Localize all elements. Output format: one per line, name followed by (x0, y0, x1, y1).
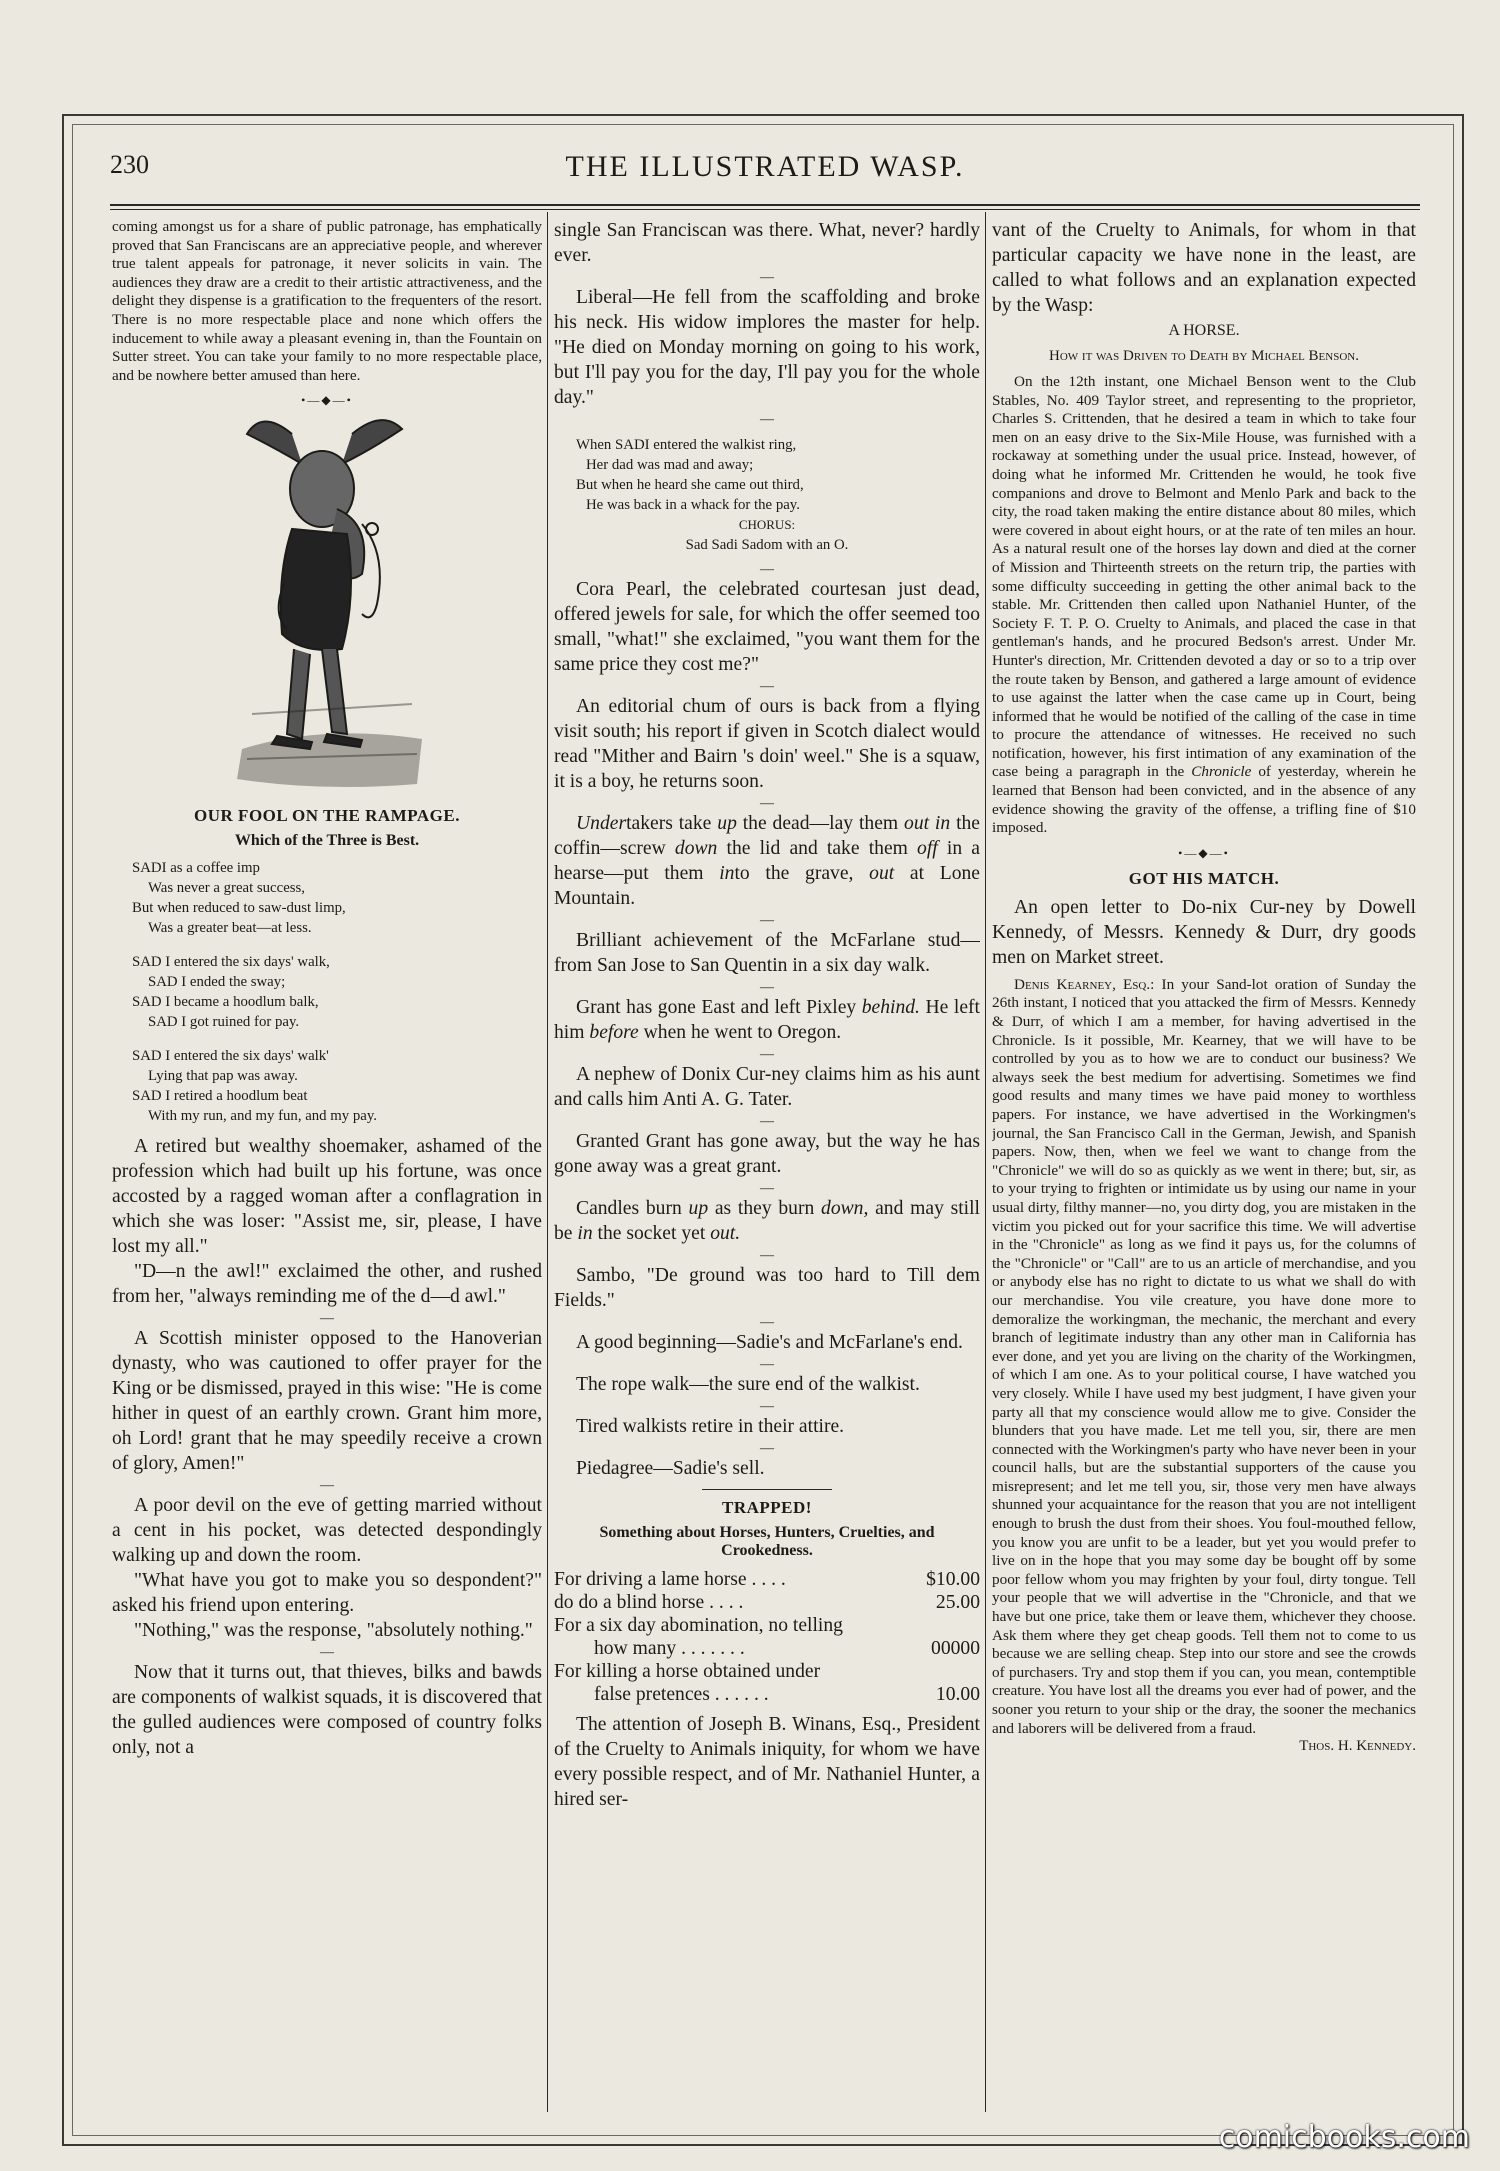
price-item: do do a blind horse . . . . (554, 1592, 744, 1613)
text: He left him (554, 997, 980, 1043)
text: as they burn (708, 1198, 822, 1219)
italic-text: off (917, 838, 938, 859)
ornament-divider: •—◆—• (301, 393, 353, 408)
article-paragraph: A Scottish minister opposed to the Hanoverian dynasty, who was cautioned to offer prayer for the King or be dismissed, prayed in this wise: "He is come hither in quest of an earthly crown. Grant him more, oh Lord! grant that he may speedily receive a crown of glory, Amen!" (112, 1328, 542, 1475)
italic-text: out (869, 863, 895, 884)
italic-text: behind. (861, 997, 920, 1018)
dash-separator: — (760, 1357, 774, 1372)
watermark: comicbooks.com (1218, 2120, 1470, 2155)
masthead-title: THE ILLUSTRATED WASP. (565, 150, 965, 183)
verse (554, 435, 980, 555)
text: the socket yet (592, 1223, 711, 1244)
italic-text: in (577, 1223, 593, 1244)
verse-line: But when reduced to saw-dust limp, (132, 900, 346, 917)
price-item: For a six day abomination, no telling (554, 1615, 843, 1636)
dash-separator: — (760, 562, 774, 577)
signature: Thos. H. Kennedy. (1299, 1738, 1416, 1755)
section-rule (702, 1489, 832, 1490)
verse-line: SAD I got ruined for pay. (148, 1014, 300, 1031)
italic-text: Chronicle (1191, 763, 1252, 781)
italic-text: up (688, 1198, 709, 1219)
text: Candles burn (576, 1198, 689, 1219)
article-paragraph: "What have you got to make you so despondent?" asked his friend upon entering. (112, 1570, 542, 1617)
dash-separator: — (760, 679, 774, 694)
verse (112, 858, 542, 1126)
italic-text: in (719, 863, 735, 884)
dash-separator: — (320, 1311, 334, 1327)
price-amount (913, 1614, 980, 1637)
article-paragraph: Cora Pearl, the celebrated courtesan just dead, offered jewels for sale, for which the offer seemed too small, "what!" she exclaimed, "you want them for the same price they cost me?" (554, 579, 980, 675)
verse-line: SAD I retired a hoodlum beat (132, 1088, 308, 1105)
text: when he went to Oregon. (638, 1022, 842, 1043)
price-row (554, 1637, 980, 1660)
section-heading: TRAPPED! (722, 1498, 812, 1517)
dash-separator: — (760, 980, 774, 995)
verse-line: Was a greater beat—at less. (148, 920, 312, 937)
verse-break (112, 938, 542, 952)
text: Grant has gone East and left Pixley (576, 997, 862, 1018)
article-paragraph (992, 976, 1416, 1738)
header-rule (110, 204, 1420, 206)
dash-separator: — (760, 1248, 774, 1263)
article-paragraph: Tired walkists retire in their attire. (576, 1416, 845, 1437)
section-subheading: Something about Horses, Hunters, Cruelties, and Crookedness. (599, 1524, 935, 1559)
article-paragraph: A retired but wealthy shoemaker, ashamed of the profession which had built up his fortune, was once accosted by a ragged woman after a conflagration in which she was loser: "Assist me, sir, please, I have lost my all." (112, 1136, 542, 1258)
column-3 (992, 218, 1416, 2088)
article-paragraph: Liberal—He fell from the scaffolding and broke his neck. His widow implores the master for help. "He died on Monday morning on going to his work, but I'll pay you for the day, I'll pay you for the whole day." (554, 287, 980, 408)
dash-separator: — (760, 913, 774, 928)
price-row (554, 1660, 980, 1683)
dash-separator: — (760, 1047, 774, 1062)
price-list (554, 1568, 980, 1706)
verse-line: Was never a great success, (148, 880, 305, 897)
dash-separator: — (760, 1441, 774, 1456)
article-paragraph (554, 995, 980, 1045)
article-paragraph: vant of the Cruelty to Animals, for whom in that particular capacity we have none in the least, are called to what follows and an explanation expected by the Wasp: (992, 220, 1416, 316)
text: at Lone Mountain. (554, 863, 980, 909)
text: takers take (626, 813, 718, 834)
article-paragraph: An open letter to Do-nix Cur-ney by Dowell Kennedy, of Messrs. Kennedy & Durr, dry goods men on Market street. (992, 896, 1416, 968)
dash-separator: — (320, 1645, 334, 1661)
verse-line: With my run, and my fun, and my pay. (148, 1108, 377, 1125)
column-2 (554, 218, 980, 2088)
price-amount: 25.00 (935, 1592, 980, 1613)
ornament-divider: •—◆—• (1178, 845, 1230, 860)
dash-separator: — (760, 270, 774, 285)
article-paragraph (554, 811, 980, 911)
verse-title: Which of the Three is Best. (234, 832, 420, 850)
article-paragraph: A good beginning—Sadie's and McFarlane's end. (576, 1332, 963, 1353)
italic-text: before (589, 1022, 639, 1043)
article-paragraph: single San Franciscan was there. What, never? hardly ever. (554, 220, 980, 266)
verse-line: Her dad was mad and away; (586, 457, 754, 473)
article-paragraph: A nephew of Donix Cur-ney claims him as his aunt and calls him Anti A. G. Tater. (554, 1064, 980, 1110)
dash-separator: — (320, 1478, 334, 1494)
section-heading: GOT HIS MATCH. (1128, 868, 1280, 888)
price-row (554, 1683, 980, 1706)
verse-line: SAD I became a hoodlum balk, (132, 994, 319, 1011)
verse-line: SAD I entered the six days' walk, (132, 954, 330, 971)
verse-line: When SADI entered the walkist ring, (576, 437, 797, 453)
article-paragraph: Now that it turns out, that thieves, bilks and bawds are components of walkist squads, it is discovered that the gulled audiences were composed of country folks only, not a (112, 1662, 542, 1759)
text: in a hearse—put them (554, 838, 980, 884)
price-item: For killing a horse obtained under (554, 1661, 821, 1682)
dash-separator: — (760, 412, 774, 427)
italic-text: up (717, 813, 737, 834)
article-paragraph: The attention of Joseph B. Winans, Esq., President of the Cruelty to Animals iniquity, for whom we have every possible respect, and of Mr. Nathaniel Hunter, a hired ser- (554, 1714, 980, 1810)
section-heading: A HORSE. (1168, 322, 1240, 339)
dash-separator: — (760, 1114, 774, 1129)
italic-text: down, (821, 1198, 869, 1219)
price-item: false pretences . . . . . . (594, 1684, 769, 1705)
price-item: For driving a lame horse . . . . (554, 1569, 786, 1590)
text: In your Sand-lot oration of Sunday the 26th instant, I noticed that you attacked the firm of Messrs. Kennedy & Durr, of which I am a member, for having advertised in the Chronicle. Is it possible, Mr. Kearney, that we will have to be controlled by you as to how we are to conduct our business? We always seek the best medium for advertising. Sometimes we find good results and many times we have paid money to worthless papers. For instance, we have advertised in the Workingmen's journal, the San Francisco Call in the German, Jewish, and Spanish papers. Now, then, when we feel we want to change from the "Chronicle" we will do so as quickly as we went in there; but, sir, as to your trying to frighten or intimidate us by using our name in your usual dirty, filthy manner—no, you dirty dog, you are mistaken in the victim you picked out for your sacrifice this time. We will advertise in the "Chronicle" as long as we find it pays us, for the columns of the "Chronicle" or "Call" are to us an article of merchandise, and you or anybody else has no right to dictate to us what we shall do with our merchandise. You vile creature, you have done more to demoralize the workingman, the mechanic, the merchant and every branch of legitimate industry than any other man in California has ever done, and yet you are living on the charity of the Workingmen, of which I am one. As to your political course, I have watched you very closely. While I have used my best judgment, I have given your party all that my conscience would allow me to give. Consider the blunders that you have made. Let me tell you, sir, there are men connected with the Workingmen's party who have never been in your council halls, but are the substantial supporters of the cause you misrepresent; and let me tell you, sir, those very men have always shunned your acquaintance for the reason that you are not intelligent enough to brush the dust from their shoes. You foul-mouthed fellow, you know you are unfit to be a leader, but yet you would prefer to live on in the hope that you may some day be bought off by some poor fellow whom you may frighten by your foul, dirty tongue. Tell your people that we will advertise in the "Chronicle, and that we have but one price, take them or leave them, whichever they choose. Ask them where they get cheap goods. Tell them not to come to us because we are selling cheap. Step into our store and see the crowds of purchasers. Try and stop them if you can, you mean, contemptible creature. You have lost all the dreams you ever had of power, and the sooner you return to your ship or the dray, the sooner the mechanics and laborers will be delivered from a fraud. (992, 975, 1416, 1737)
price-amount (913, 1660, 980, 1683)
price-row (554, 1568, 980, 1591)
verse-line: But when he heard she came out third, (576, 477, 804, 493)
italic-text: Under (576, 813, 627, 834)
text: and may still be (554, 1198, 980, 1244)
chorus-label: CHORUS: (738, 517, 796, 532)
column-divider (547, 212, 548, 2112)
dash-separator: — (760, 1399, 774, 1414)
header-rule-thin (110, 209, 1420, 210)
dash-separator: — (760, 796, 774, 811)
price-amount: $10.00 (926, 1569, 980, 1590)
verse-line: SAD I entered the six days' walk' (132, 1048, 329, 1065)
section-subheading: How it was Driven to Death by Michael Benson. (1049, 348, 1359, 364)
column-divider (985, 212, 986, 2112)
article-paragraph: "D—n the awl!" exclaimed the other, and rushed from her, "always reminding me of the d—d awl." (112, 1261, 542, 1308)
article-paragraph: The rope walk—the sure end of the walkist. (576, 1374, 920, 1395)
page-header (110, 150, 1420, 188)
column-1 (112, 218, 542, 2088)
dash-separator: — (760, 1181, 774, 1196)
price-row (554, 1614, 980, 1637)
dash-separator: — (760, 1315, 774, 1330)
price-row (554, 1591, 980, 1614)
fool-illustration (222, 414, 432, 794)
article-paragraph: A poor devil on the eve of getting married without a cent in his pocket, was detected despondingly walking up and down the room. (112, 1495, 542, 1567)
article-paragraph: coming amongst us for a share of public patronage, has emphatically proved that San Franciscans are an appreciative people, and wherever true talent appeals for patronage, it never solicits in vain. The audiences they draw are a credit to their artistic attractiveness, and the delight they dispense is a gratification to the frequenters of the resort. There is no more respectable place and none which offers the inducement to while away a pleasant evening in, than the Fountain on Sutter street. You can take your family to no more respectable place, and be nowhere better amused than here. (112, 218, 542, 384)
text: the lid and take them (717, 838, 918, 859)
page-number: 230 (110, 150, 149, 179)
price-amount: 00000 (931, 1638, 980, 1659)
text: to the grave, (734, 863, 870, 884)
price-item: how many . . . . . . . (594, 1638, 745, 1659)
article-paragraph: Piedagree—Sadie's sell. (576, 1458, 765, 1479)
text: of yesterday, wherein he learned that Benson had been convicted, and in the absence of any evidence showing the gravity of the offense, a trifling fine of $10 imposed. (992, 763, 1416, 837)
italic-text: out in (904, 813, 951, 834)
verse-break (112, 1032, 542, 1046)
salutation: Denis Kearney, Esq.: (1014, 975, 1155, 993)
italic-text: out. (710, 1223, 741, 1244)
text: the coffin—screw (554, 813, 980, 859)
text: the dead—lay them (736, 813, 905, 834)
text: On the 12th instant, one Michael Benson went to the Club Stables, No. 409 Taylor street, and representing to the proprietor, Charles S. Crittenden, that he desired a team in which to take four men on an easy drive to the Six-Mile House, was furnished with a rockaway at something under the usual price. Instead, however, of doing what he informed Mr. Crittenden he would, he took five companions and drove to Belmont and Menlo Park and back to the city, the road taken making the entire distance about 80 miles, which were covered in about eight hours, or at the rate of ten miles an hour. As a natural result one of the horses lay down and died at the corner of Mission and Thirteenth streets on the return trip, the parties with some difficulty succeeding in getting the other animal back to the stable. Mr. Crittenden then called upon Nathaniel Hunter, of the Society F. T. P. O. Cruelty to Animals, and placed the case in that gentleman's hands, and he procured Bedson's arrest. Under Mr. Hunter's direction, Mr. Crittenden devoted a day or so to a trip over the route taken by Benson, and gathered a large amount of evidence to use against the latter when the case came up in Court, being informed that he would be notified of the calling of the case in time to procure the attendance of witnesses. He received no such notification, however, his first intimation of any examination of the case being a paragraph in the (992, 373, 1416, 781)
article-paragraph: An editorial chum of ours is back from a flying visit south; his report if given in Scotch dialect would read "Mither and Bairn 's doin' weel." She is a squaw, it is a boy, he returns soon. (554, 696, 980, 792)
verse-line: Lying that pap was away. (148, 1068, 298, 1085)
article-paragraph (992, 373, 1416, 838)
article-paragraph: Brilliant achievement of the McFarlane stud—from San Jose to San Quentin in a six day walk. (554, 930, 980, 976)
article-paragraph: "Nothing," was the response, "absolutely nothing." (134, 1620, 533, 1642)
italic-text: down (674, 838, 718, 859)
verse-line: He was back in a whack for the pay. (586, 497, 800, 513)
verse-line: SADI as a coffee imp (132, 860, 260, 877)
article-paragraph: Granted Grant has gone away, but the way he has gone away was a great grant. (554, 1131, 980, 1177)
article-paragraph (554, 1196, 980, 1246)
price-amount: 10.00 (935, 1684, 980, 1705)
article-paragraph: Sambo, "De ground was too hard to Till dem Fields." (554, 1265, 980, 1311)
illustration-caption: OUR FOOL ON THE RAMPAGE. (194, 806, 460, 826)
verse-line: SAD I ended the sway; (148, 974, 286, 991)
chorus-line: Sad Sadi Sadom with an O. (685, 537, 849, 553)
